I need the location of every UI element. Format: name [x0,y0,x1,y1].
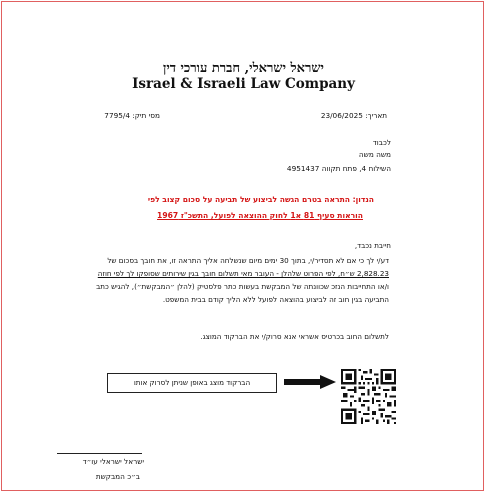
subject-line-1: הנדון: התראה בטרם הגשה לביצוע של תביעה על סכום קצוב לפי [147,195,374,204]
qr-code[interactable] [341,369,396,424]
qr-caption-box [107,373,277,393]
subject-line-2: הוראות סעיף 81 א1 לחוק ההוצאה לפועל, התשכ"ז 1967 [157,211,363,220]
recipient-to: לכבוד [372,138,391,147]
file-number: מסי תיק: 7795/4 [104,111,160,120]
recipient-name: משה משה [358,150,391,159]
arrow-right-icon [284,375,336,389]
body-line-3: ו/או התחייבות הנזכ שכוונתה של המבקשת בעשות כתר פלסטיק (להלן ״המבקשת״), להגיש כתב [96,282,389,291]
signatory-role: ב״כ המבקשת [95,472,140,481]
body-line-2: 2,828.23 ש״ח, לפי הפרוט שלהלן - העובר מאי תשלום חובך בגין שירותים שסופקו לך לפי חוזה [97,269,389,278]
payment-note: לתשלום החוב בכרטיס אשראי אנא סרוק/י את הברקוד המוצג. [200,332,389,341]
letter-date: תאריך: 23/06/2025 [320,111,387,120]
qr-caption-label: הברקוד מוצג באופן שניתן לסרוק אותו [133,378,251,387]
firm-name-english: Israel & Israeli Law Company [132,76,355,92]
signatory-name: ישראל ישראלי עו״ד [82,457,144,466]
firm-name-hebrew: ישראל ישראלי, חברת עורכי דין [163,61,324,76]
recipient-address: השילוח 4, פתח תקווה 4951437 [286,164,391,173]
signature-line [57,453,142,454]
body-line-1: דע/י לך כי אם לא תסדיר/י, בתוך 30 ימים מיום שנשלחה אליך התראה זו, את חובך בסכום של [107,256,389,265]
greeting: חייבת נכבד, [354,241,391,250]
body-line-4: התביעה בגין חוב זה לביצוע בהוצאה לפועל ללא הליך קודם בבית המשפט. [162,295,389,304]
